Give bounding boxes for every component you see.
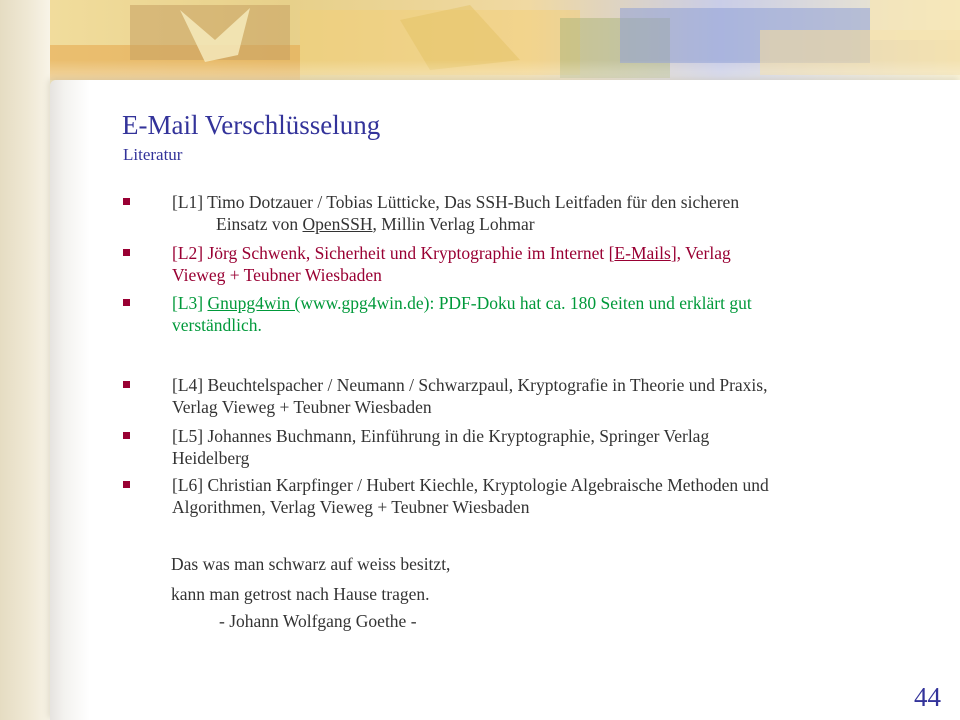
reference-text-segment: [L3] [172,293,208,313]
reference-text-segment: Einsatz von [216,214,303,234]
reference-text-segment: [L1] Timo Dotzauer / Tobias Lütticke, Das SSH-Buch Leitfaden für den sicheren [172,192,740,212]
slide-subtitle: Literatur [123,145,183,164]
reference-line [172,191,902,213]
reference-text-segment: www.gpg4win.de): PDF-Doku hat ca. 180 Seiten und erklärt gut [300,293,752,313]
reference-text-segment: [L4] Beuchtelspacher / Neumann / Schwarzpaul, Kryptografie in Theorie und Praxis, [172,375,768,395]
reference-text [172,425,902,469]
reference-line [172,292,902,314]
reference-text [172,292,902,336]
reference-text-segment: verständlich. [172,315,262,335]
bullet-icon [123,432,130,439]
page-number: 44 [914,682,941,712]
reference-text-segment: ], Verlag [670,243,731,263]
reference-line [172,425,902,447]
reference-line [172,474,902,496]
reference-line [172,213,902,235]
reference-text-segment: Algorithmen, Verlag Vieweg + Teubner Wiesbaden [172,497,530,517]
reference-line [172,314,902,336]
reference-text-segment: Vieweg + Teubner Wiesbaden [172,265,382,285]
bullet-icon [123,481,130,488]
quote-attribution: - Johann Wolfgang Goethe - [219,611,417,631]
reference-line [172,264,902,286]
bullet-icon [123,198,130,205]
reference-line [172,496,902,518]
reference-text [172,374,902,418]
reference-text [172,242,902,286]
quote-line-1: Das was man schwarz auf weiss besitzt, [171,554,451,574]
reference-text-segment: [L5] Johannes Buchmann, Einführung in die Kryptographie, Springer Verlag [172,426,710,446]
reference-line [172,374,902,396]
decorative-left-strip [0,0,50,720]
reference-text-segment: Heidelberg [172,448,250,468]
bullet-icon [123,299,130,306]
reference-line [172,242,902,264]
bullet-icon [123,249,130,256]
quote-line-2: kann man getrost nach Hause tragen. [171,584,430,604]
reference-link[interactable]: E-Mails [614,243,671,263]
reference-line [172,396,902,418]
reference-text [172,474,902,518]
reference-line [172,447,902,469]
reference-text [172,191,902,235]
bullet-icon [123,381,130,388]
reference-text-segment: [L2] Jörg Schwenk, Sicherheit und Kryptographie im Internet [ [172,243,615,263]
slide-title: E-Mail Verschlüsselung [122,110,381,140]
reference-link[interactable]: OpenSSH [302,214,373,234]
reference-link[interactable]: Gnupg4win ( [207,293,301,313]
reference-text-segment: [L6] Christian Karpfinger / Hubert Kiechle, Kryptologie Algebraische Methoden und [172,475,769,495]
reference-text-segment: , Millin Verlag Lohmar [372,214,535,234]
reference-text-segment: Verlag Vieweg + Teubner Wiesbaden [172,397,432,417]
